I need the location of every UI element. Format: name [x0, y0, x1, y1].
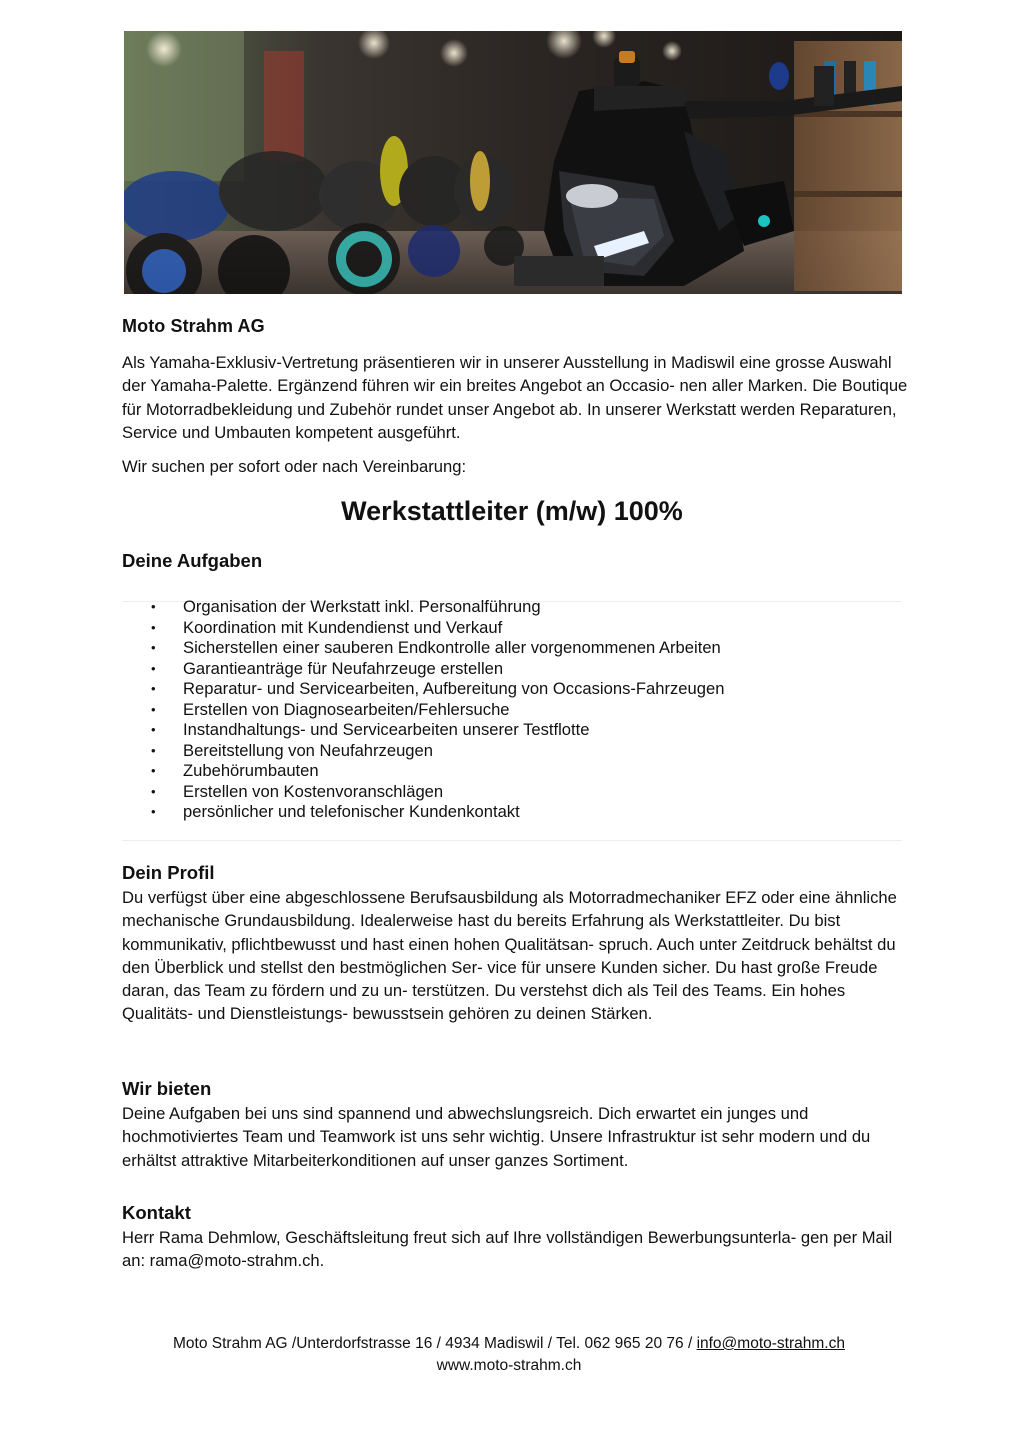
hero-image — [124, 31, 902, 294]
task-text: Erstellen von Kostenvoranschlägen — [183, 781, 444, 801]
list-item — [122, 720, 724, 741]
company-name: Moto Strahm AG — [122, 316, 265, 336]
task-text: Sicherstellen einer sauberen Endkontrolle aller vorgenommenen Arbeiten — [183, 638, 721, 657]
profile-heading: Dein Profil — [122, 862, 215, 883]
task-text: Zubehörumbauten — [183, 761, 319, 780]
list-item — [122, 761, 724, 782]
bullet-icon: • — [151, 599, 156, 614]
list-item — [122, 618, 724, 639]
bullet-icon: • — [151, 722, 156, 737]
footer-email-link[interactable]: info@moto-strahm.ch — [696, 1335, 845, 1352]
list-item — [122, 659, 724, 680]
bullet-icon: • — [151, 783, 156, 799]
task-text: Reparatur- und Servicearbeiten, Aufbereitung von Occasions-Fahrzeugen — [183, 679, 725, 698]
bullet-icon: • — [151, 701, 156, 717]
job-title: Werkstattleiter (m/w) 100% — [341, 496, 683, 526]
task-text: Garantieanträge für Neufahrzeuge erstellen — [183, 658, 504, 678]
list-item — [122, 679, 724, 700]
contact-heading: Kontakt — [122, 1202, 191, 1223]
list-item — [122, 597, 724, 618]
bullet-icon: • — [151, 763, 156, 778]
task-text: Instandhaltungs- und Servicearbeiten unserer Testflotte — [183, 720, 590, 739]
footer-website: www.moto-strahm.ch — [436, 1357, 582, 1374]
list-item — [122, 802, 724, 823]
profile-paragraph: Du verfügst über eine abgeschlossene Berufsausbildung als Motorradmechaniker EFZ oder eine ähnliche mechanische Grundausbildung. Idealerweise hast du bereits Erfahrung als Werkstattleiter. Du bist kommunikativ, pflichtbewusst und hast einen hohen Qualitätsan- spruch. Auch unter Zeitdruck behältst du den Überblick und stellst den bestmöglichen Ser- vice für unsere Kunden sicher. Du hast große Freude daran, das Team zu fördern und zu un- terstützen. Du verstehst dich als Teil des Teams. Ein hohes Qualitäts- und Dienstleistungs- bewusstsein gehören zu deinen Stärken. — [122, 888, 897, 1024]
list-item — [122, 700, 724, 721]
list-item — [122, 782, 724, 803]
bullet-icon: • — [151, 619, 156, 635]
search-line: Wir suchen per sofort oder nach Vereinbarung: — [122, 457, 467, 476]
bullet-icon: • — [151, 742, 156, 758]
task-text: Koordination mit Kundendienst und Verkauf — [183, 617, 503, 637]
task-text: Organisation der Werkstatt inkl. Personalführung — [183, 597, 541, 616]
footer-address: Moto Strahm AG /Unterdorfstrasse 16 / 4934 Madiswil / Tel. 062 965 20 76 / — [173, 1335, 697, 1352]
offer-paragraph: Deine Aufgaben bei uns sind spannend und abwechslungsreich. Dich erwartet ein junges und hochmotiviertes Team und Teamwork ist uns sehr wichtig. Unsere Infrastruktur ist sehr modern und du erhältst attraktive Mitarbeiterkonditionen auf unser ganzes Sortiment. — [122, 1104, 871, 1170]
tasks-heading: Deine Aufgaben — [122, 550, 263, 571]
motorcycle-showroom-photo — [124, 31, 902, 294]
list-item — [122, 741, 724, 762]
list-item — [122, 638, 724, 659]
bullet-icon: • — [151, 681, 156, 696]
task-text: persönlicher und telefonischer Kundenkontakt — [183, 802, 520, 821]
bullet-icon: • — [151, 804, 156, 819]
bullet-icon: • — [151, 660, 156, 676]
intro-paragraph: Als Yamaha-Exklusiv-Vertretung präsentieren wir in unserer Ausstellung in Madiswil eine grosse Auswahl der Yamaha-Palette. Ergänzend führen wir ein breites Angebot an Occasio- nen aller Marken. Die Boutique für Motorradbekleidung und Zubehör rundet unser Angebot ab. In unserer Werkstatt werden Reparaturen, Service und Umbauten kompetent ausgeführt. — [122, 353, 908, 442]
task-text: Erstellen von Diagnosearbeiten/Fehlersuche — [183, 699, 510, 719]
offer-heading: Wir bieten — [122, 1078, 212, 1099]
footer-address-line — [0, 1333, 1018, 1355]
bullet-icon: • — [151, 640, 156, 655]
tasks-list — [122, 597, 724, 823]
footer — [0, 1333, 1018, 1377]
contact-paragraph: Herr Rama Dehmlow, Geschäftsleitung freut sich auf Ihre vollständigen Bewerbungsunterla- gen per Mail an: rama@moto-strahm.ch. — [122, 1228, 893, 1271]
task-text: Bereitstellung von Neufahrzeugen — [183, 740, 433, 760]
divider — [122, 840, 902, 841]
